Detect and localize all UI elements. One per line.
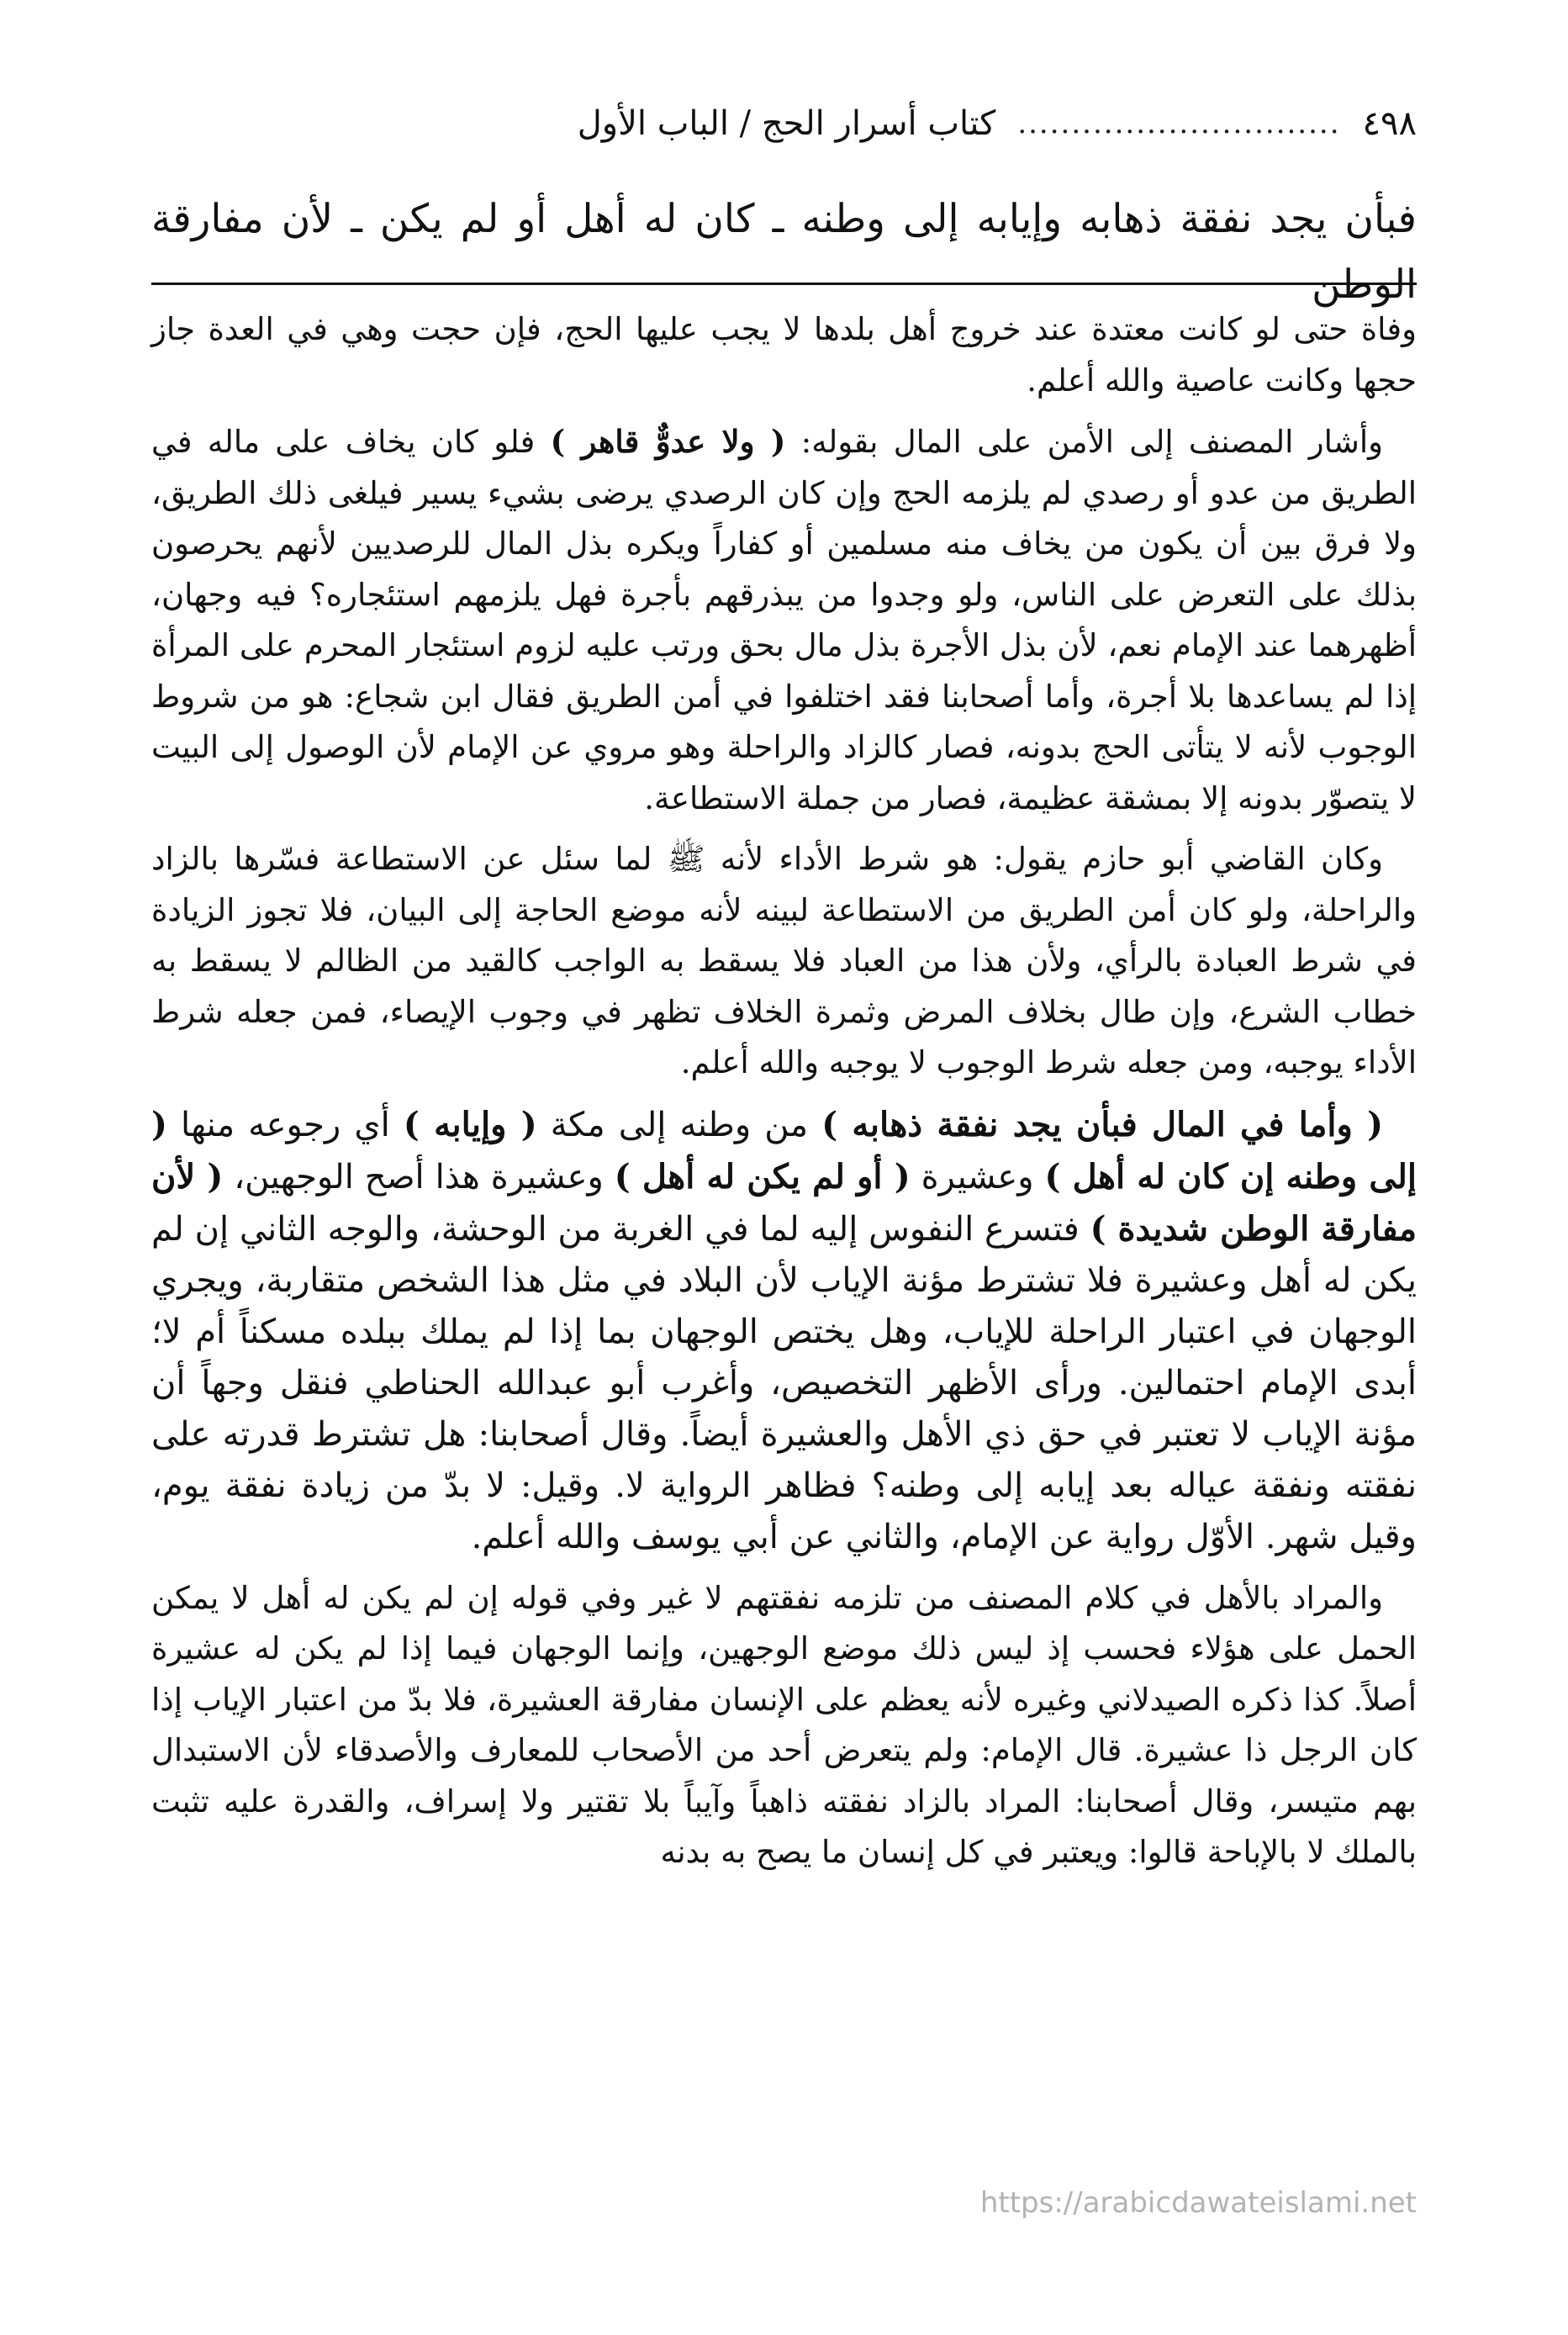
commentary-text bbox=[151, 304, 1417, 1878]
commentary-segment: فتسرع النفوس إليه لما في الغربة من الوحشة، والوجه الثاني إن لم يكن له أهل وعشيرة فلا تشترط مؤنة الإياب لأن البلاد في مثل هذا الشخص متقاربة، ويجري الوجهان في اعتبار الراحلة للإياب، وهل يختص الوجهان بما إذا لم يملك ببلده مسكناً أم لا؛ أبدى الإمام احتمالين. ورأى الأظهر التخصيص، وأغرب أبو عبدالله الحناطي فنقل وجهاً أن مؤنة الإياب لا تعتبر في حق ذي الأهل والعشيرة أيضاً. وقال أصحابنا: هل تشترط قدرته على نفقته ونفقة عياله بعد إيابه إلى وطنه؟ فظاهر الرواية لا. وقيل: لا بدّ من زيادة نفقة يوم، وقيل شهر. الأوّل رواية عن الإمام، والثاني عن أبي يوسف والله أعلم. bbox=[151, 1209, 1417, 1556]
quoted-matn: ( وأما في المال فبأن يجد نفقة ذهابه ) bbox=[821, 1104, 1384, 1144]
commentary-paragraph-4 bbox=[151, 1099, 1417, 1563]
commentary-paragraph-2 bbox=[151, 416, 1417, 824]
commentary-segment: وعشيرة bbox=[910, 1157, 1045, 1197]
quoted-matn: ( إلى وطنه إن كان له أهل ) bbox=[151, 1104, 1418, 1197]
separator-rule bbox=[151, 283, 1417, 285]
commentary-segment: وعشيرة هذا أصح الوجهين، bbox=[223, 1157, 615, 1197]
commentary-paragraph-5: والمراد بالأهل في كلام المصنف من تلزمه نفقتهم لا غير وفي قوله إن لم يكن له أهل لا يمكن الحمل على هؤلاء فحسب إذ ليس ذلك موضع الوجهين، وإنما الوجهان فيما إذا لم يكن له عشيرة أصلاً. كذا ذكره الصيدلاني وغيره لأنه يعظم على الإنسان مفارقة العشيرة، فلا بدّ من اعتبار الإياب إذا كان الرجل ذا عشيرة. قال الإمام: ولم يتعرض أحد من الأصحاب للمعارف والأصدقاء لأن الاستبدال بهم متيسر، وقال أصحابنا: المراد بالزاد نفقته ذاهباً وآيباً بلا تقتير ولا إسراف، والقدرة عليه تثبت بالملك لا بالإباحة قالوا: ويعتبر في كل إنسان ما يصح به بدنه bbox=[151, 1579, 1417, 1870]
commentary-paragraph-3: وكان القاضي أبو حازم يقول: هو شرط الأداء لأنه ﷺ لما سئل عن الاستطاعة فسّرها بالزاد والراحلة، ولو كان أمن الطريق من الاستطاعة لبينه لأنه موضع الحاجة إلى البيان، فلا تجوز الزيادة في شرط العبادة بالرأي، ولأن هذا من العباد فلا يسقط به الواجب كالقيد من الظالم لا يسقط به خطاب الشرع، وإن طال بخلاف المرض وثمرة الخلاف تظهر في وجوب الإيصاء، فمن جعله شرط الأداء يوجبه، ومن جعله شرط الوجوب لا يوجبه والله أعلم. bbox=[151, 841, 1417, 1080]
running-header bbox=[151, 94, 1417, 153]
quoted-matn: ( ولا عدوٌّ قاهر ) bbox=[550, 423, 786, 460]
commentary-paragraph-1: وفاة حتى لو كانت معتدة عند خروج أهل بلدها لا يجب عليها الحج، فإن حجت وهي في العدة جاز حجها وكانت عاصية والله أعلم. bbox=[151, 311, 1417, 399]
quoted-matn: ( لأن مفارقة الوطن شديدة ) bbox=[151, 1156, 1418, 1249]
quoted-matn: ( أو لم يكن له أهل ) bbox=[614, 1156, 911, 1197]
watermark-url: https://arabicdawateislami.net bbox=[979, 2186, 1417, 2220]
commentary-segment: أي رجوعه منها bbox=[166, 1105, 404, 1144]
paragraph-2-intro: وأشار المصنف إلى الأمن على المال بقوله: bbox=[785, 424, 1384, 460]
running-title: كتاب أسرار الحج / الباب الأول bbox=[577, 104, 996, 143]
matn-text: فبأن يجد نفقة ذهابه وإيابه إلى وطنه ـ كان له أهل أو لم يكن ـ لأن مفارقة الوطن bbox=[151, 196, 1417, 308]
commentary-segment: من وطنه إلى مكة bbox=[536, 1105, 822, 1144]
page-number: ٤٩٨ bbox=[1362, 104, 1417, 143]
quoted-matn: ( وإيابه ) bbox=[403, 1104, 537, 1144]
leader-dots: .............................. bbox=[1017, 107, 1341, 140]
paragraph-2-body: فلو كان يخاف على ماله في الطريق من عدو أو رصدي لم يلزمه الحج وإن كان الرصدي يرضى بشيء يسير فيلغى ذلك الطريق، ولا فرق بين أن يكون من يخاف منه مسلمين أو كفاراً ويكره بذل المال للرصديين لأنهم يحرصون بذلك على التعرض على الناس، ولو وجدوا من يبذرقهم بأجرة فهل يلزمهم استئجاره؟ فيه وجهان، أظهرهما عند الإمام نعم، لأن بذل الأجرة بذل مال بحق ورتب عليه لزوم استئجار المحرم على المرأة إذا لم يساعدها بلا أجرة، وأما أصحابنا فقد اختلفوا في أمن الطريق فقال ابن شجاع: هو من شروط الوجوب لأنه لا يتأتى الحج بدونه، فصار كالزاد والراحلة وهو مروي عن الإمام لأن الوصول إلى البيت لا يتصوّر بدونه إلا بمشقة عظيمة، فصار من جملة الاستطاعة. bbox=[151, 424, 1417, 816]
